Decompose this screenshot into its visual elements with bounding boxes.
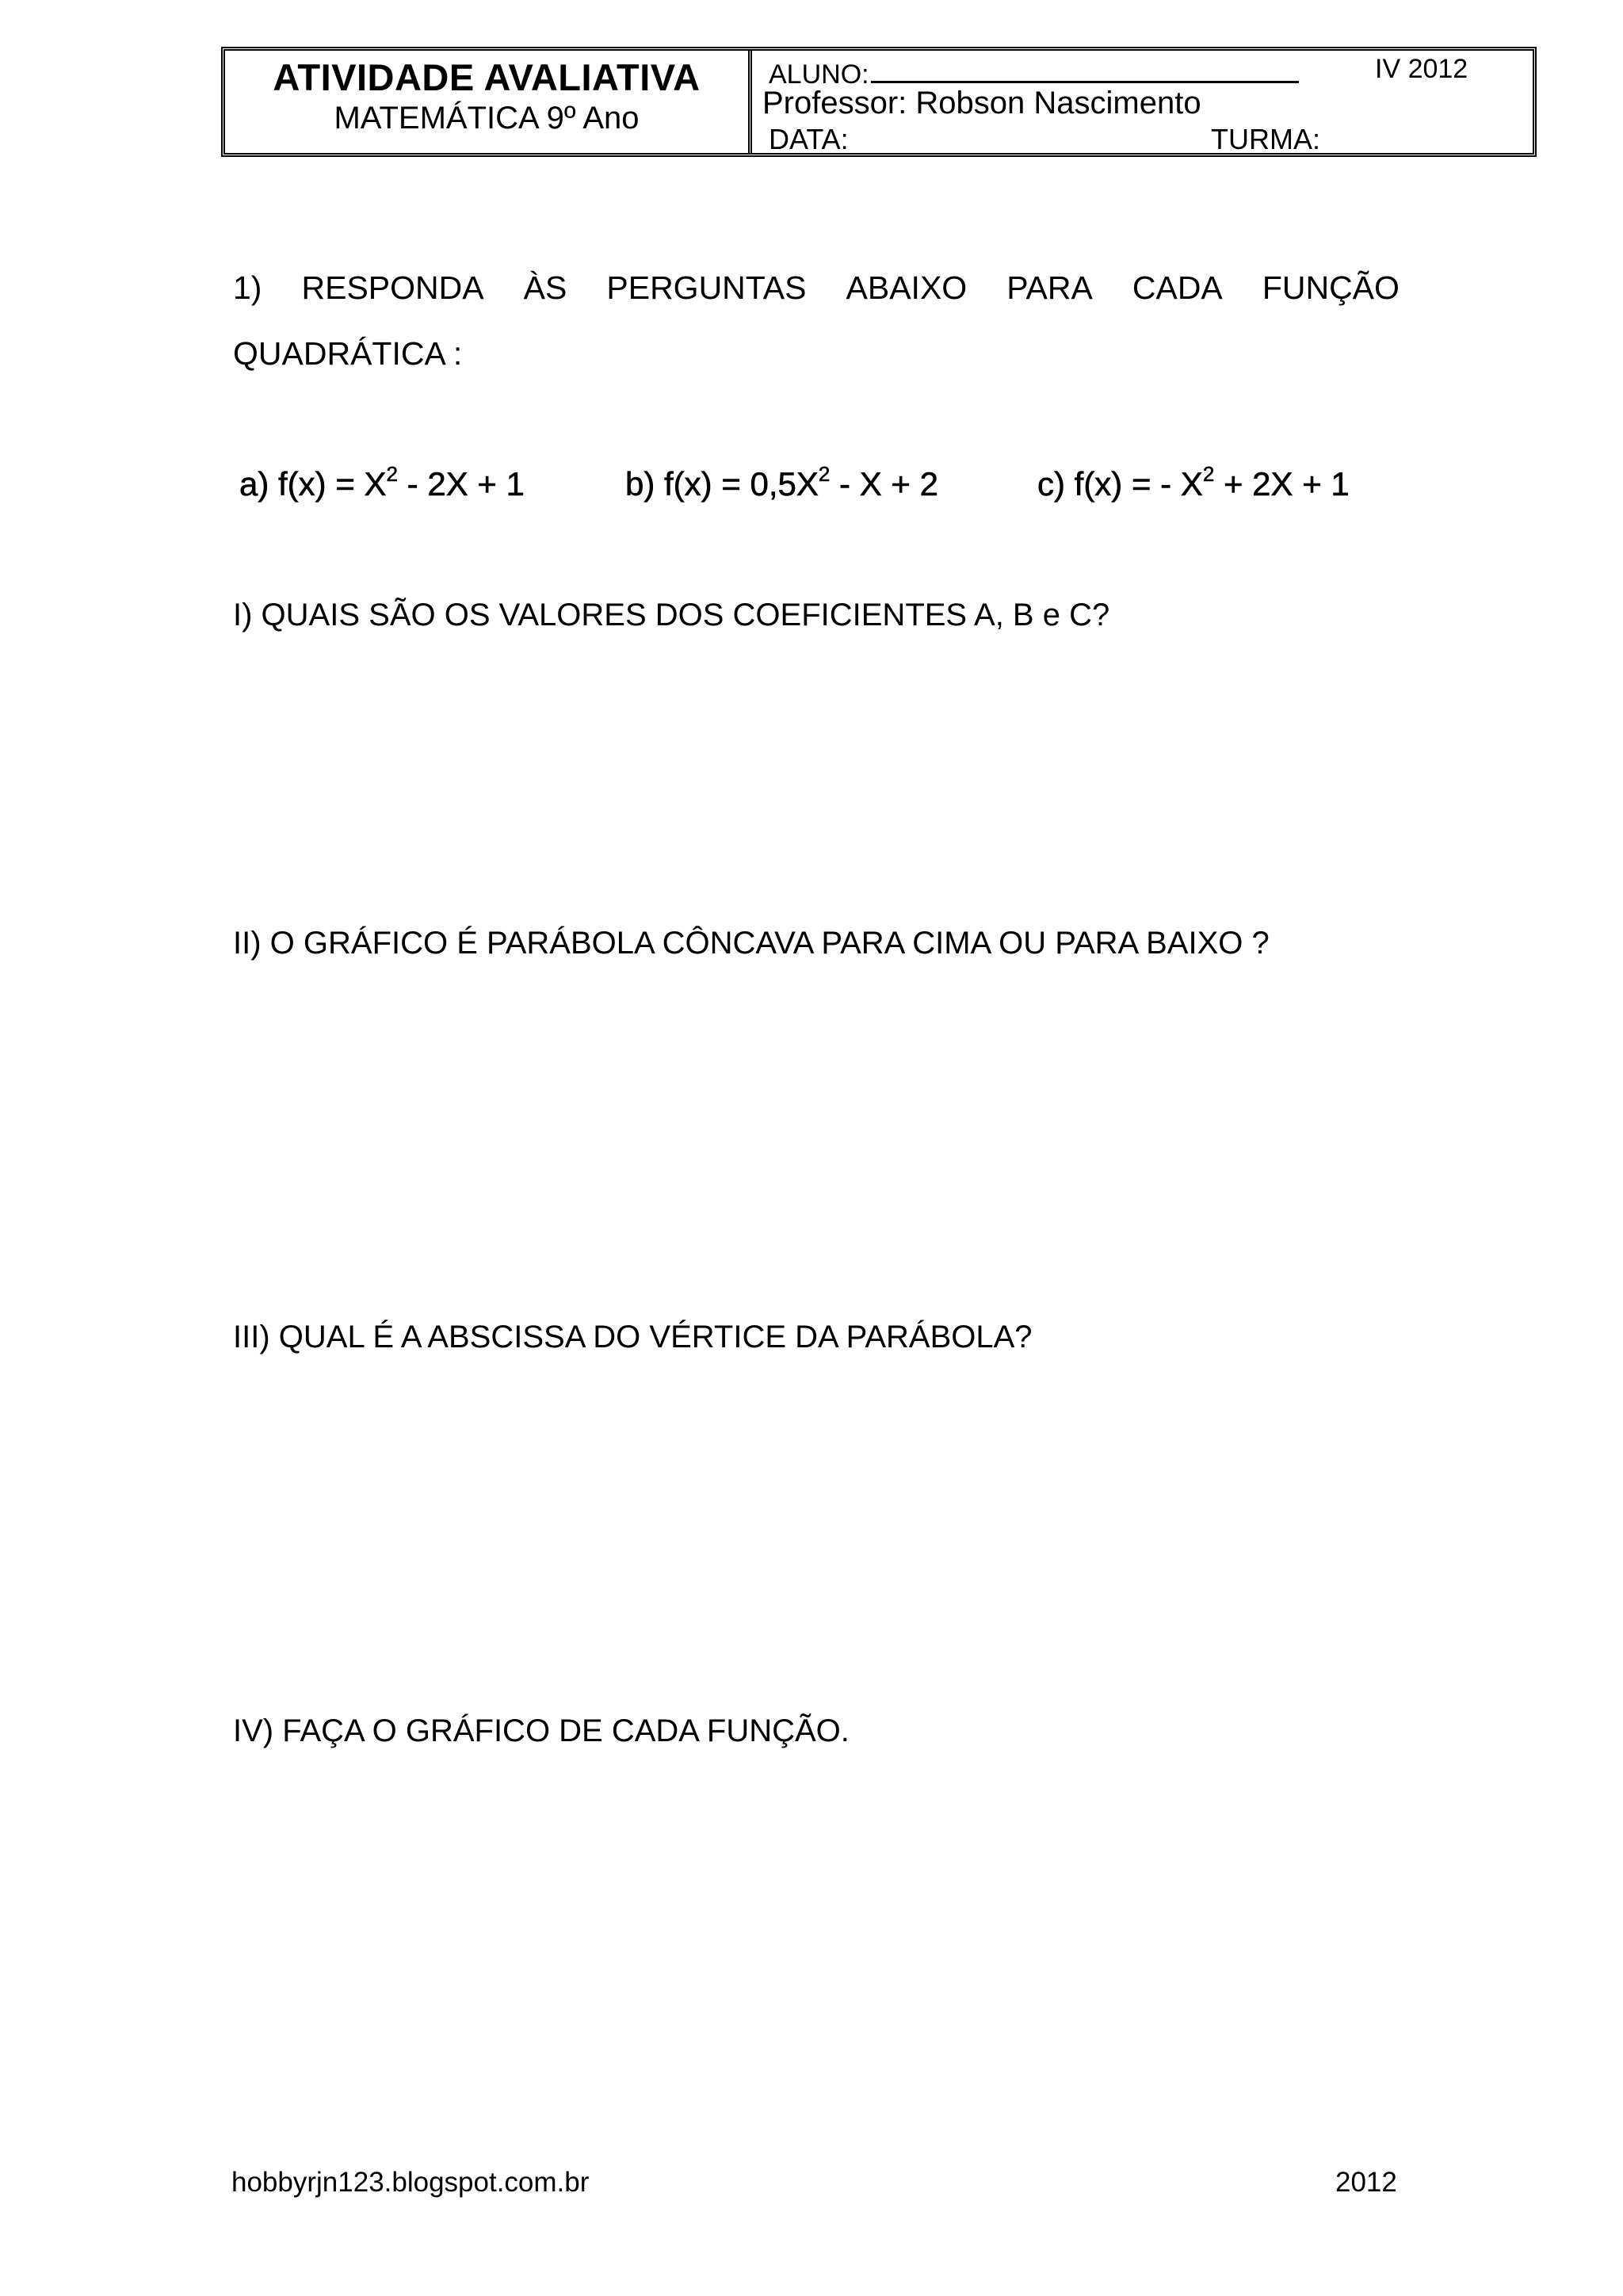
function-a-base: a) f(x) = X [239,465,387,502]
function-c [1037,462,1350,503]
question-iv: IV) FAÇA O GRÁFICO DE CADA FUNÇÃO. [233,1713,850,1748]
question-iii: III) QUAL É A ABSCISSA DO VÉRTICE DA PARÁBOLA? [233,1320,1033,1354]
header-box [221,47,1537,157]
question-i: I) QUAIS SÃO OS VALORES DOS COEFICIENTES A, B e C? [233,598,1110,632]
footer-year: 2012 [1335,2167,1397,2198]
question1-statement [233,269,1400,307]
question1-word: RESPONDA [301,269,484,306]
function-c-base: c) f(x) = - X [1037,465,1203,502]
teacher-name: Professor: Robson Nascimento [762,86,1201,120]
question1-word: FUNÇÃO [1262,269,1400,306]
edition-label: IV 2012 [1375,54,1468,84]
header-divider [748,51,752,153]
question-ii: II) O GRÁFICO É PARÁBOLA CÔNCAVA PARA CIMA OU PARA BAIXO ? [233,926,1270,961]
question1-word: PARA [1006,269,1093,306]
student-label: ALUNO: [769,59,869,90]
footer-site: hobbyrjn123.blogspot.com.br [231,2167,590,2198]
date-label: DATA: [769,123,849,155]
question1-word: CADA [1132,269,1223,306]
class-label: TURMA: [1211,123,1320,155]
function-b-tail: - X + 2 [830,465,938,502]
function-a-tail: - 2X + 1 [398,465,525,502]
question1-statement-end: QUADRÁTICA : [233,335,463,372]
subject-grade: MATEMÁTICA 9º Ano [334,101,640,136]
question1-word: 1) [233,269,262,306]
question1-word: ABAIXO [846,269,968,306]
function-c-tail: + 2X + 1 [1214,465,1350,502]
function-b [625,462,938,503]
function-b-base: b) f(x) = 0,5X [625,465,819,502]
function-c-exponent: 2 [1202,462,1215,486]
student-blank-line [871,54,1299,83]
function-a [239,462,525,503]
function-a-exponent: 2 [386,462,399,486]
activity-title: ATIVIDADE AVALIATIVA [273,56,701,98]
question1-word: PERGUNTAS [606,269,807,306]
function-b-exponent: 2 [818,462,831,486]
question1-word: ÀS [523,269,567,306]
